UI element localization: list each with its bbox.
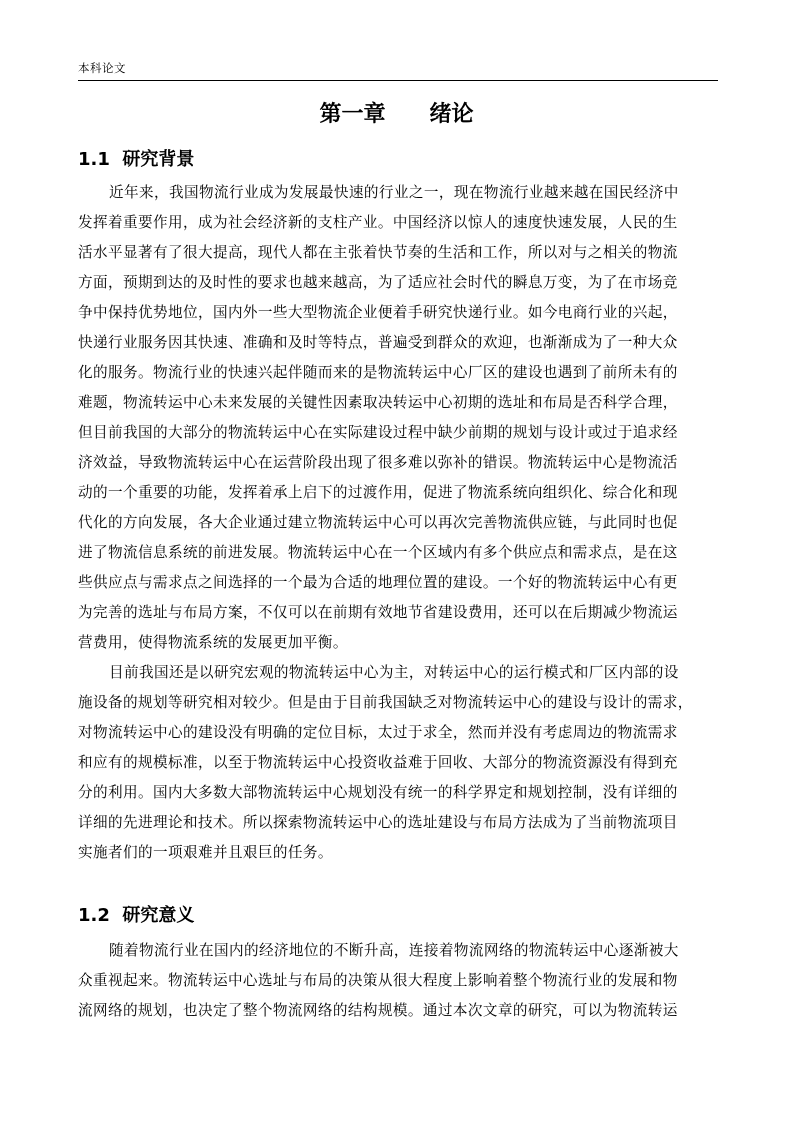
text-line: 营费用，使得物流系统的发展更加平衡。 [78, 634, 348, 651]
text-line: 为完善的选址与布局方案，不仅可以在前期有效地节省建设费用，还可以在后期减少物流运 [78, 604, 678, 621]
text-line: 些供应点与需求点之间选择的一个最为合适的地理位置的建设。一个好的物流转运中心有更 [78, 574, 678, 591]
text-line: 和应有的规模标准，以至于物流转运中心投资收益难于回收、大部分的物流资源没有得到充 [78, 754, 678, 771]
text-line: 随着物流行业在国内的经济地位的不断升高，连接着物流网络的物流转运中心逐渐被大 [109, 942, 679, 959]
text-line: 详细的先进理论和技术。所以探索物流转运中心的选址建设与布局方法成为了当前物流项目 [78, 814, 678, 831]
section-title-background: 1.1 研究背景 [78, 149, 195, 170]
text-line: 众重视起来。物流转运中心选址与布局的决策从很大程度上影响着整个物流行业的发展和物 [78, 972, 678, 989]
text-line: 方面，预期到达的及时性的要求也越来越高，为了适应社会时代的瞬息万变，为了在市场竞 [78, 274, 678, 291]
text-line: 近年来，我国物流行业成为发展最快速的行业之一，现在物流行业越来越在国民经济中 [109, 184, 679, 201]
header-divider [78, 80, 718, 81]
text-line: 进了物流信息系统的前进发展。物流转运中心在一个区域内有多个供应点和需求点，是在这 [78, 544, 678, 561]
text-line: 活水平显著有了很大提高，现代人都在主张着快节奏的生活和工作，所以对与之相关的物流 [78, 244, 678, 261]
text-line: 流网络的规划，也决定了整个物流网络的结构规模。通过本次文章的研究，可以为物流转运 [78, 1002, 678, 1019]
text-line: 代化的方向发展，各大企业通过建立物流转运中心可以再次完善物流供应链，与此同时也促 [78, 514, 678, 531]
text-line: 争中保持优势地位，国内外一些大型物流企业便着手研究快递行业。如今电商行业的兴起， [78, 304, 678, 321]
section-title-significance: 1.2 研究意义 [78, 905, 195, 926]
text-line: 对物流转运中心的建设没有明确的定位目标，太过于求全，然而并没有考虑周边的物流需求 [78, 724, 678, 741]
running-header: 本科论文 [78, 61, 126, 75]
text-line: 化的服务。物流行业的快速兴起伴随而来的是物流转运中心厂区的建设也遇到了前所未有的 [78, 364, 678, 381]
text-line: 实施者们的一项艰难并且艰巨的任务。 [78, 844, 333, 861]
text-line: 但目前我国的大部分的物流转运中心在实际建设过程中缺少前期的规划与设计或过于追求经 [78, 424, 678, 441]
text-line: 施设备的规划等研究相对较少。但是由于目前我国缺乏对物流转运中心的建设与设计的需求， [78, 694, 693, 711]
text-line: 难题，物流转运中心未来发展的关键性因素取决转运中心初期的选址和布局是否科学合理， [78, 394, 678, 411]
text-line: 分的利用。国内大多数大部物流转运中心规划没有统一的科学界定和规划控制，没有详细的 [78, 784, 678, 801]
text-line: 济效益，导致物流转运中心在运营阶段出现了很多难以弥补的错误。物流转运中心是物流活 [78, 454, 678, 471]
text-line: 快递行业服务因其快速、准确和及时等特点，普遍受到群众的欢迎，也渐渐成为了一种大众 [78, 334, 678, 351]
text-line: 发挥着重要作用，成为社会经济新的支柱产业。中国经济以惊人的速度快速发展，人民的生 [78, 214, 678, 231]
text-line: 动的一个重要的功能，发挥着承上启下的过渡作用，促进了物流系统向组织化、综合化和现 [78, 484, 678, 501]
text-line: 目前我国还是以研究宏观的物流转运中心为主，对转运中心的运行模式和厂区内部的设 [109, 664, 679, 681]
chapter-title: 第一章 绪论 [319, 102, 474, 127]
